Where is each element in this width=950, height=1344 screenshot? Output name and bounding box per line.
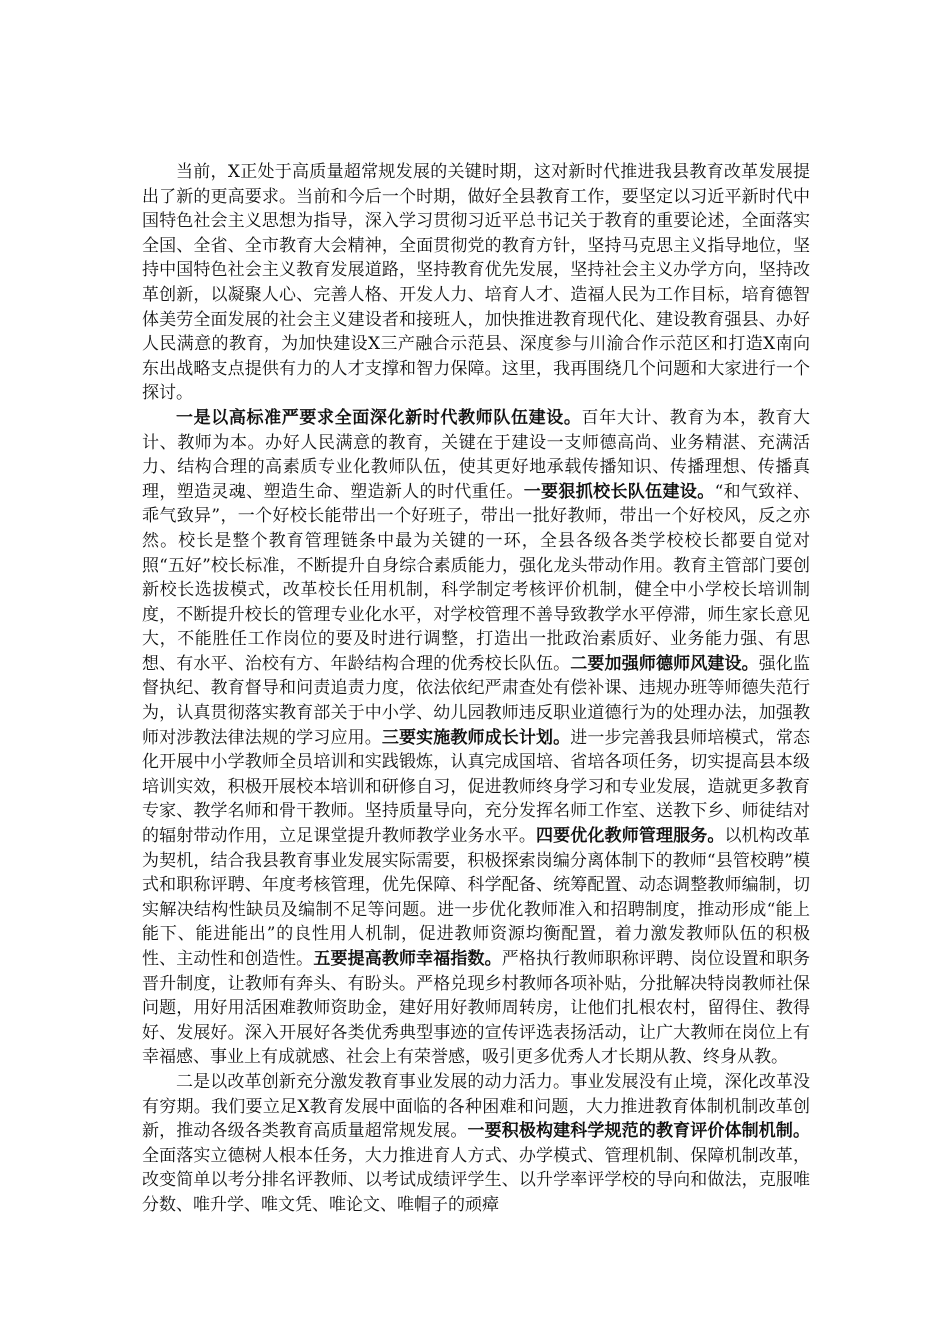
subheading-teacher-ethics: 二要加强师德师风建设。 [570,653,759,674]
paragraph-text: “和气致祥、乖气致异”，一个好校长能带出一个好班子，带出一批好教师，带出一个好校风，反之亦然。校长是整个教育管理链条中最为关键的一环，全县各级各类学校校长都要自觉对照“五好”校长标准，不断提升自身综合素质能力，强化龙头带动作用。教育主管部门要创新校长选拔模式，改革校长任用机制，科学制定考核评价机制，健全中小学校长培训制度，不断提升校长的管理专业化水平，对学校管理不善导致教学水平停滞，师生家长意见大，不能胜任工作岗位的要及时进行调整，打造出一批政治素质好、业务能力强、有思想、有水平、治校有方、年龄结构合理的优秀校长队伍。 [142,481,811,674]
paragraph-reform [142,1070,810,1218]
subheading-teacher-growth: 三要实施教师成长计划。 [381,727,571,748]
paragraph-text: 以机构改革为契机，结合我县教育事业发展实际需要，积极探索岗编分离体制下的教师“县管校聘”模式和职称评聘、年度考核管理，优先保障、科学配备、统筹配置、动态调整教师编制，切实解决结构性缺员及编制不足等问题。进一步优化教师准入和招聘制度，推动形成“能上能下、能进能出”的良性用人机制，促进教师资源均衡配置，着力激发教师队伍的积极性、主动性和创造性。 [142,826,811,969]
section-heading-teacher-team: 一是以高标准严要求全面深化新时代教师队伍建设。 [176,407,582,428]
paragraph-text: 全面落实立德树人根本任务，大力推进育人方式、办学模式、管理机制、保障机制改革，改变简单以考分排名评教师、以考试成绩评学生、以升学率评学校的导向和做法，克服唯分数、唯升学、唯文凭、唯论文、唯帽子的顽瘴 [142,1145,810,1215]
paragraph-teacher-team [142,406,810,1070]
subheading-principal-team: 一要狠抓校长队伍建设。 [523,481,715,502]
subheading-teacher-management: 四要优化教师管理服务。 [536,826,725,847]
paragraph-intro-text: 当前，X正处于高质量超常规发展的关键时期，这对新时代推进我县教育改革发展提出了新的更高要求。当前和今后一个时期，做好全县教育工作，要坚定以习近平新时代中国特色社会主义思想为指导，深入学习贯彻习近平总书记关于教育的重要论述，全面落实全国、全省、全市教育大会精神，全面贯彻党的教育方针，坚持马克思主义指导地位，坚持中国特色社会主义教育发展道路，坚持教育优先发展，坚持社会主义办学方向，坚持改革创新，以凝聚人心、完善人格、开发人力、培育人才、造福人民为工作目标，培育德智体美劳全面发展的社会主义建设者和接班人，加快推进教育现代化、建设教育强县、办好人民满意的教育，为加快建设X三产融合示范县、深度参与川渝合作示范区和打造X南向东出战略支点提供有力的人才支撑和智力保障。这里，我再围绕几个问题和大家进行一个探讨。 [142,162,810,404]
subheading-evaluation-system: 一要积极构建科学规范的教育评价体制机制。 [467,1121,810,1142]
paragraph-text: 严格执行教师职称评聘、岗位设置和职务晋升制度，让教师有奔头、有盼头。严格兑现乡村教师各项补贴，分批解决特岗教师社保问题，用好用活困难教师资助金，建好用好教师周转房，让他们扎根农村，留得住、教得好、发展好。深入开展好各类优秀典型事迹的宣传评选表扬活动，让广大教师在岗位上有幸福感、事业上有成就感、社会上有荣誉感，吸引更多优秀人才长期从教、终身从教。 [142,949,811,1068]
subheading-teacher-happiness: 五要提高教师幸福指数。 [313,949,502,969]
document-body [142,160,810,1218]
paragraph-text: 百年大计、教育为本，教育大计、教师为本。办好人民满意的教育，关键在于建设一支师德高尚、业务精湛、充满活力、结构合理的高素质专业化教师队伍，使其更好地承载传播知识、传播理想、传播真理，塑造灵魂、塑造生命、塑造新人的时代重任。 [142,407,811,502]
paragraph-text: 强化监督执纪、教育督导和问责追责力度，依法依纪严肃查处有偿补课、违规办班等师德失范行为，认真贯彻落实教育部关于中小学、幼儿园教师违反职业道德行为的处理办法，加强教师对涉教法律法规的学习应用。 [142,653,811,748]
paragraph-text: 进一步完善我县师培模式，常态化开展中小学教师全员培训和实践锻炼，认真完成国培、省培各项任务，切实提高县本级培训实效，积极开展校本培训和研修自习，促进教师终身学习和专业发展，造就更多教育专家、教学名师和骨干教师。坚持质量导向，充分发挥名师工作室、送教下乡、师徒结对的辐射带动作用，立足课堂提升教师教学业务水平。 [142,727,811,847]
paragraph-intro [142,160,810,406]
paragraph-text: 二是以改革创新充分激发教育事业发展的动力活力。事业发展没有止境，深化改革没有穷期。我们要立足X教育发展中面临的各种困难和问题，大力推进教育体制机制改革创新，推动各级各类教育高质量超常规发展。 [142,1071,810,1142]
